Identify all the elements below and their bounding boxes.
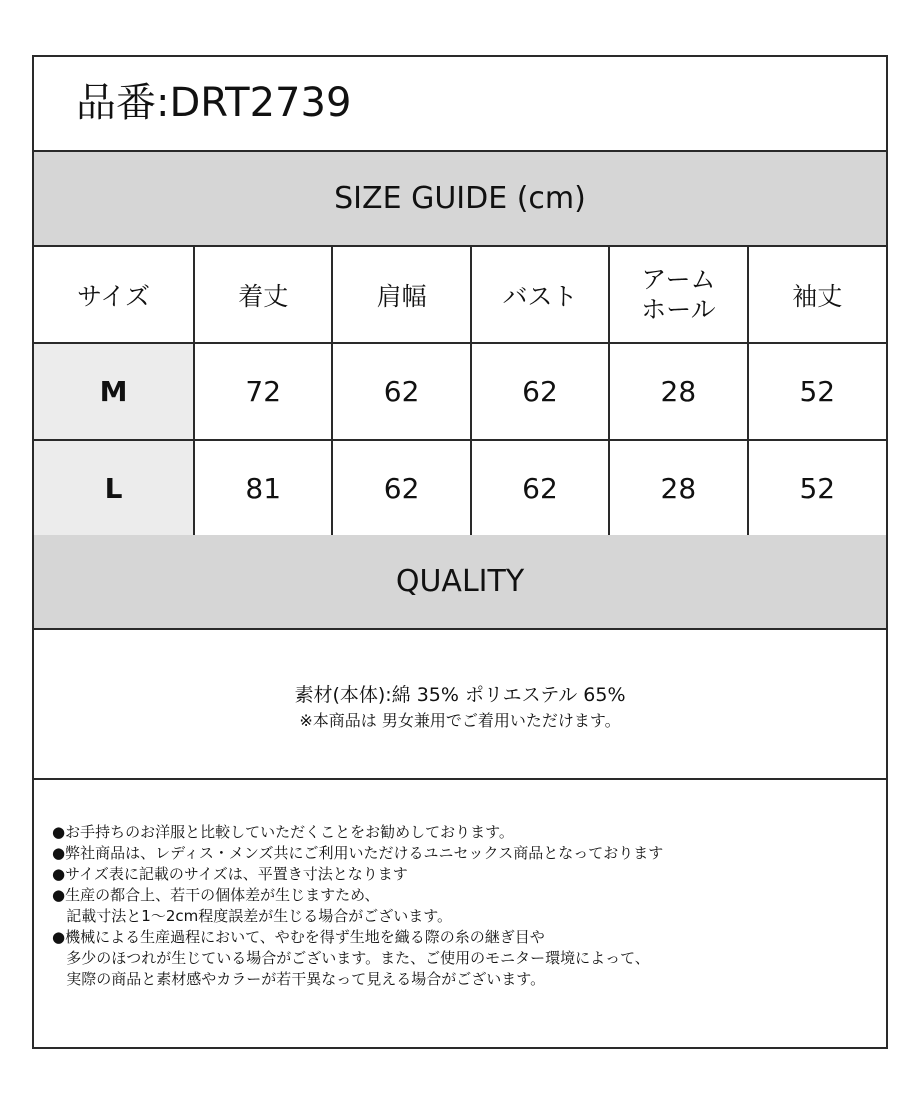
table-cell: 62 — [471, 343, 609, 440]
header-size: サイズ — [34, 247, 194, 343]
table-cell: 62 — [471, 440, 609, 536]
header-armhole: アーム ホール — [609, 247, 747, 343]
table-cell: 81 — [194, 440, 332, 536]
header-length: 着丈 — [194, 247, 332, 343]
list-item: 記載寸法と1～2cm程度誤差が生じる場合がございます。 — [52, 907, 453, 925]
notes-list — [52, 822, 872, 990]
size-table-header-row — [34, 247, 886, 343]
size-guide-heading: SIZE GUIDE (cm) — [34, 152, 886, 247]
table-row — [34, 343, 886, 440]
quality-section — [34, 630, 886, 780]
list-item: ●機械による生産過程において、やむを得ず生地を織る際の糸の継ぎ目や — [52, 928, 545, 946]
product-code: 品番:DRT2739 — [76, 80, 352, 126]
table-cell: 72 — [194, 343, 332, 440]
size-chart-frame — [32, 55, 888, 1049]
header-bust: バスト — [471, 247, 609, 343]
list-item: ●弊社商品は、レディス・メンズ共にご利用いただけるユニセックス商品となっております — [52, 844, 664, 862]
list-item: ●サイズ表に記載のサイズは、平置き寸法となります — [52, 865, 408, 883]
unisex-note: ※本商品は 男女兼用でご着用いただけます。 — [299, 711, 621, 730]
table-cell: 52 — [748, 440, 886, 536]
size-label-l: L — [34, 440, 194, 536]
product-code-row — [34, 57, 886, 152]
material-composition: 素材(本体):綿 35% ポリエステル 65% — [294, 684, 626, 706]
list-item: 実際の商品と素材感やカラーが若干異なって見える場合がございます。 — [52, 970, 546, 988]
table-cell: 52 — [748, 343, 886, 440]
header-sleeve: 袖丈 — [748, 247, 886, 343]
list-item: ●生産の都合上、若干の個体差が生じますため、 — [52, 886, 380, 904]
size-table — [34, 247, 886, 536]
table-cell: 62 — [332, 440, 470, 536]
quality-heading: QUALITY — [34, 535, 886, 630]
list-item: 多少のほつれが生じている場合がございます。また、ご使用のモニター環境によって、 — [52, 949, 650, 967]
size-label-m: M — [34, 343, 194, 440]
table-cell: 28 — [609, 343, 747, 440]
header-shoulder: 肩幅 — [332, 247, 470, 343]
table-cell: 28 — [609, 440, 747, 536]
notes-section — [52, 822, 872, 990]
table-cell: 62 — [332, 343, 470, 440]
table-row — [34, 440, 886, 536]
list-item: ●お手持ちのお洋服と比較していただくことをお勧めしております。 — [52, 823, 514, 841]
